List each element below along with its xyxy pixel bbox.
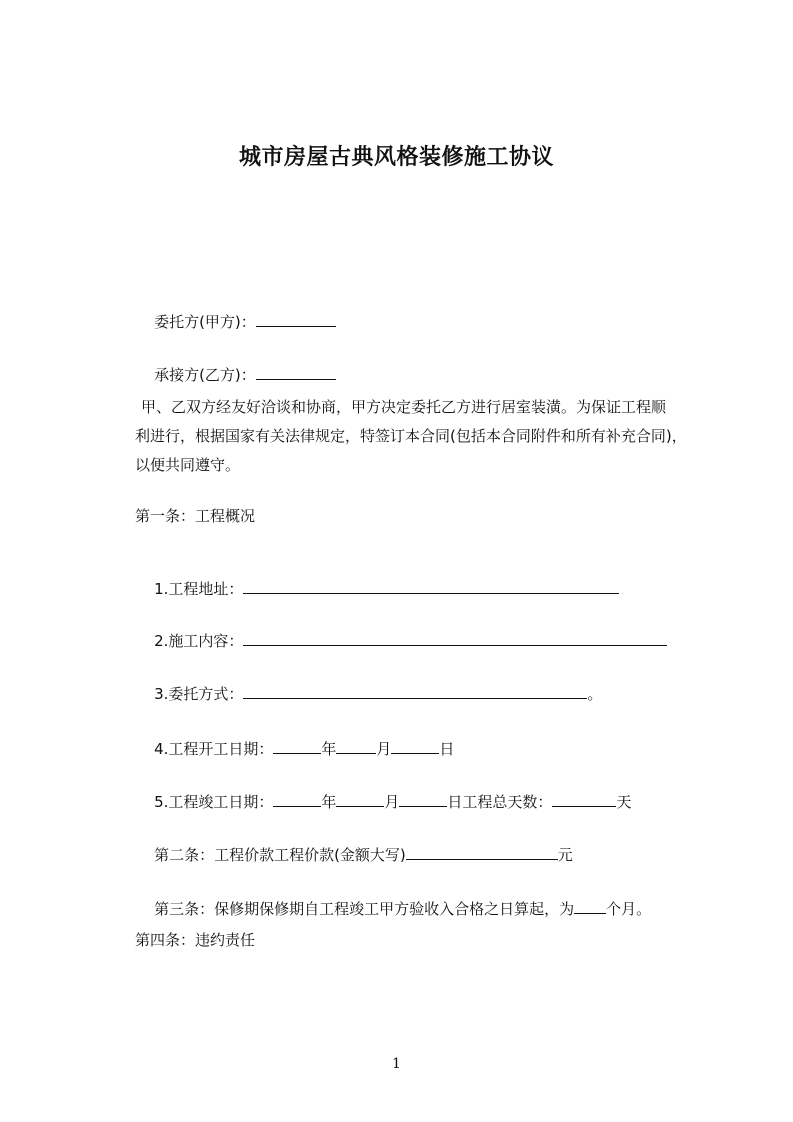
document-title: 城市房屋古典风格装修施工协议 — [238, 145, 554, 170]
item-1-line — [135, 556, 619, 598]
price-blank — [406, 845, 558, 860]
page-number: 1 — [392, 1056, 401, 1072]
end-year-blank — [273, 792, 321, 807]
item-5-line — [135, 769, 632, 811]
start-year-blank — [273, 739, 321, 754]
days-unit: 天 — [616, 793, 632, 811]
party-b-line — [135, 342, 336, 384]
content-blank — [243, 631, 667, 646]
start-day-blank — [391, 739, 439, 754]
day-label: 日 — [439, 740, 455, 758]
article-2-label: 第二条：工程价款工程价款(金额大写) — [154, 846, 406, 864]
article-3-line — [135, 876, 652, 918]
currency-unit: 元 — [557, 846, 573, 864]
item-1-label: 1.工程地址： — [154, 580, 244, 598]
total-days-label: 日工程总天数： — [447, 793, 553, 811]
intro-line-3: 以便共同遵守。 — [135, 456, 241, 474]
month-label: 月 — [376, 740, 392, 758]
article-3-text: 第三条：保修期保修期自工程竣工甲方验收入合格之日算起，为 — [154, 900, 575, 918]
intro-line-2: 利进行，根据国家有关法律规定，特签订本合同(包括本合同附件和所有补充合同)， — [135, 427, 687, 445]
item-3-suffix: 。 — [587, 685, 603, 703]
total-days-blank — [552, 792, 616, 807]
end-day-blank — [399, 792, 447, 807]
item-4-line — [135, 716, 455, 758]
party-a-label: 委托方(甲方)： — [154, 313, 256, 331]
intro-line-1: 甲、乙双方经友好洽谈和协商，甲方决定委托乙方进行居室装潢。为保证工程顺 — [141, 398, 667, 416]
item-3-line — [135, 661, 603, 703]
month-label: 月 — [384, 793, 400, 811]
warranty-months-blank — [574, 899, 606, 914]
party-a-line — [135, 289, 336, 331]
intro-paragraph — [135, 393, 687, 480]
method-blank — [243, 684, 587, 699]
item-2-line — [135, 608, 667, 650]
article-3-suffix: 个月。 — [606, 900, 652, 918]
article-1-title: 第一条：工程概况 — [135, 507, 256, 525]
item-3-label: 3.委托方式： — [154, 685, 244, 703]
item-4-label: 4.工程开工日期： — [154, 740, 274, 758]
party-a-blank — [256, 312, 336, 327]
party-b-label: 承接方(乙方)： — [154, 366, 256, 384]
year-label: 年 — [321, 793, 337, 811]
item-5-label: 5.工程竣工日期： — [154, 793, 274, 811]
year-label: 年 — [321, 740, 337, 758]
party-b-blank — [256, 365, 336, 380]
article-4-title: 第四条：违约责任 — [135, 931, 256, 949]
start-month-blank — [336, 739, 376, 754]
address-blank — [243, 579, 619, 594]
end-month-blank — [336, 792, 384, 807]
item-2-label: 2.施工内容： — [154, 632, 244, 650]
article-2-line — [135, 822, 573, 864]
